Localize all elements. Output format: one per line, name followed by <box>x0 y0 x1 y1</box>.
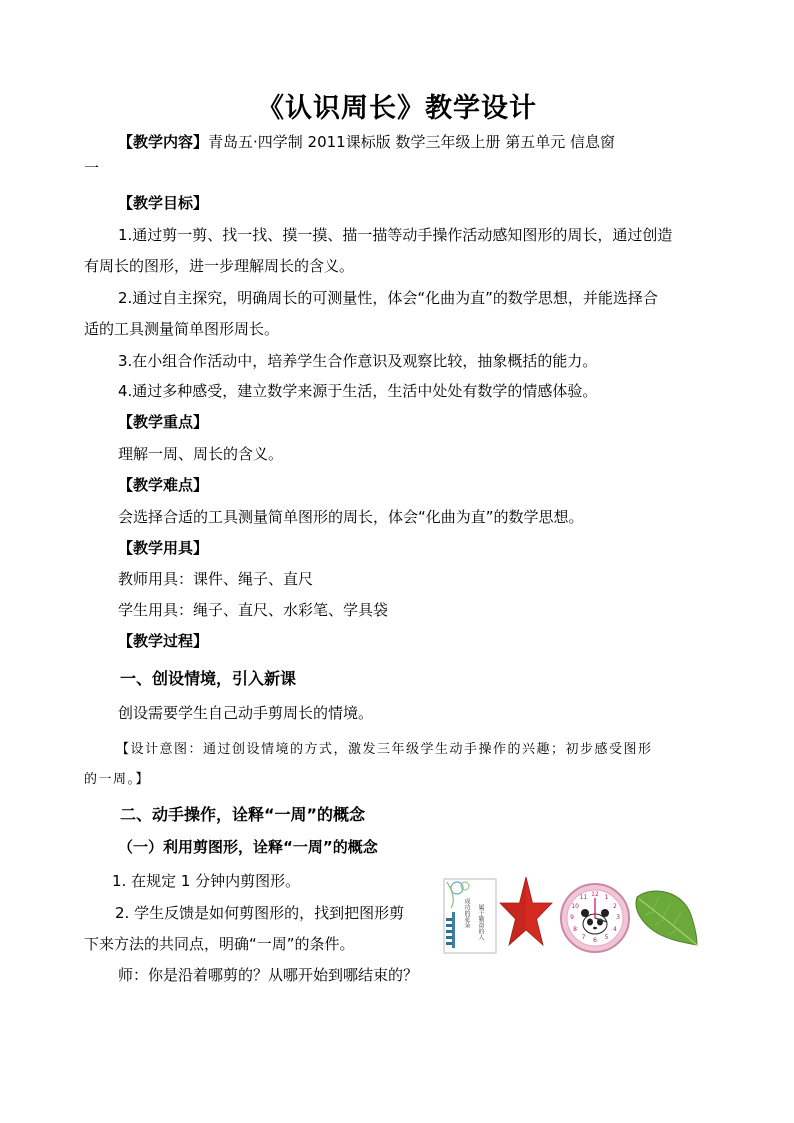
section-1-title: 一、创设情境，引入新课 <box>120 669 297 688</box>
difficulty-text: 会选择合适的工具测量简单图形的周长，体会“化曲为直”的数学思想。 <box>118 508 584 526</box>
section-1-text: 创设需要学生自己动手剪周长的情境。 <box>118 704 374 722</box>
section-2-title: 二、动手操作，诠释“一周”的概念 <box>120 805 366 824</box>
clock-number: 1 <box>604 894 609 902</box>
step-2-line-2: 下来方法的共同点，明确“一周”的条件。 <box>84 935 355 953</box>
clock-number: 3 <box>616 914 620 921</box>
bookmark-text-1: 成功的花朵 <box>463 898 470 928</box>
page-title: 《认识周长》教学设计 <box>257 93 537 124</box>
star-image <box>498 875 554 953</box>
bookmark-image <box>443 878 497 954</box>
content-line <box>118 132 615 152</box>
content-continuation: 一 <box>84 159 100 177</box>
objective-3: 3.在小组合作活动中，培养学生合作意识及观察比较，抽象概括的能力。 <box>118 352 598 370</box>
objective-2-line-1: 2.通过自主探究，明确周长的可测量性，体会“化曲为直”的数学思想，并能选择合 <box>118 289 658 307</box>
key-point-heading: 【教学重点】 <box>118 413 209 431</box>
clock-number: 8 <box>573 925 577 933</box>
teacher-question: 师：你是沿着哪剪的？从哪开始到哪结束的？ <box>118 966 419 984</box>
objective-1-line-1: 1.通过剪一剪、找一找、摸一摸、描一描等动手操作活动感知图形的周长，通过创造 <box>118 226 673 244</box>
clock-number: 11 <box>579 894 588 902</box>
step-1: 1. 在规定 1 分钟内剪图形。 <box>112 872 301 890</box>
objective-1-line-2: 有周长的图形，进一步理解周长的含义。 <box>84 257 355 275</box>
process-heading: 【教学过程】 <box>118 632 209 650</box>
student-tools: 学生用具：绳子、直尺、水彩笔、学具袋 <box>118 601 389 619</box>
clock-number: 10 <box>571 902 579 910</box>
content-label: 【教学内容】 <box>118 133 209 151</box>
clock-number: 6 <box>593 937 597 944</box>
clock-image <box>559 882 631 954</box>
design-note-line-2: 的一周。】 <box>84 772 151 787</box>
clock-number: 4 <box>612 925 617 933</box>
clock-number: 9 <box>570 914 574 921</box>
teacher-tools: 教师用具：课件、绳子、直尺 <box>118 570 314 588</box>
clock-number: 7 <box>581 933 586 941</box>
difficulty-heading: 【教学难点】 <box>118 476 209 494</box>
key-point-text: 理解一周、周长的含义。 <box>118 445 284 463</box>
subsection-1-title: （一）利用剪图形，诠释“一周”的概念 <box>118 838 378 856</box>
bookmark-text-2: 属于勤奋的人 <box>477 904 484 940</box>
leaf-image <box>633 885 699 949</box>
objective-2-line-2: 适的工具测量简单图形周长。 <box>84 320 280 338</box>
tools-heading: 【教学用具】 <box>118 539 209 557</box>
clock-number: 12 <box>591 891 599 898</box>
objectives-heading: 【教学目标】 <box>118 194 209 212</box>
design-note-line-1: 【设计意图：通过创设情境的方式，激发三年级学生动手操作的兴趣；初步感受图形 <box>116 742 653 757</box>
objective-4: 4.通过多种感受，建立数学来源于生活，生活中处处有数学的情感体验。 <box>118 382 598 400</box>
step-2-line-1: 2. 学生反馈是如何剪图形的，找到把图形剪 <box>115 904 405 922</box>
clock-number: 2 <box>612 902 617 910</box>
clock-number: 5 <box>604 933 609 941</box>
content-text: 青岛五·四学制 2011课标版 数学三年级上册 第五单元 信息窗 <box>208 133 616 151</box>
